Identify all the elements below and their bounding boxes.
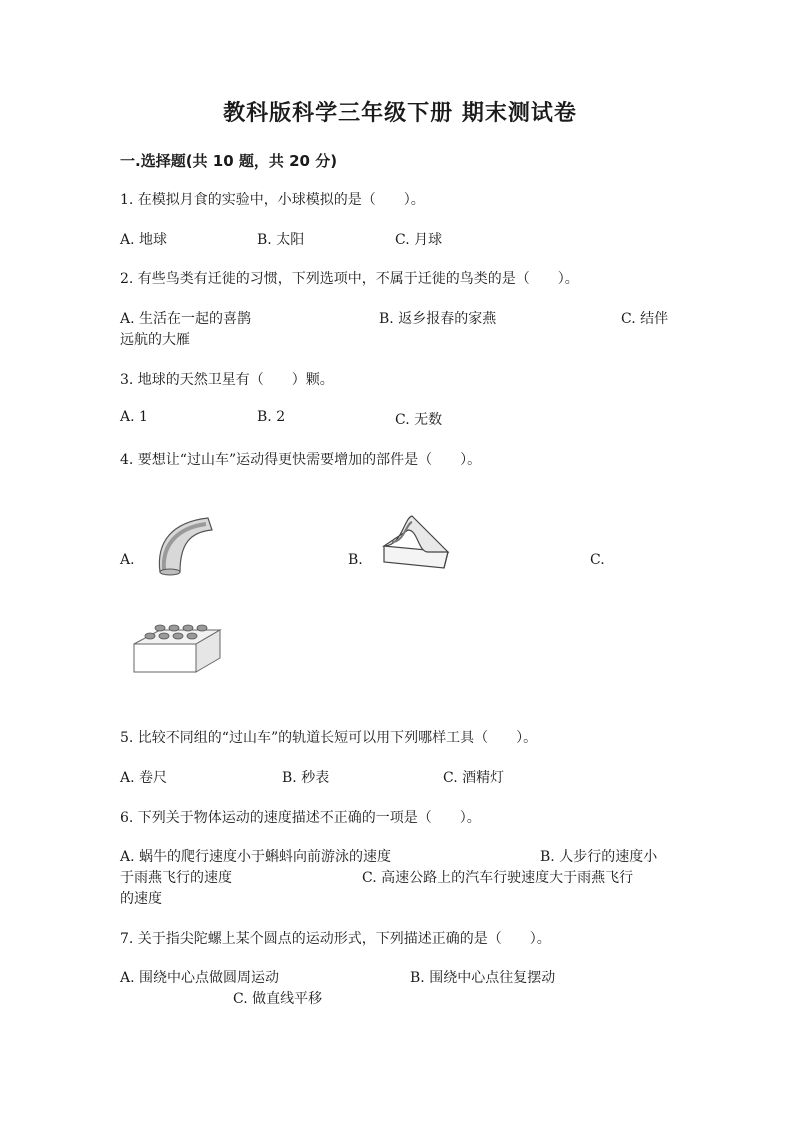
question-5-stem: 5. 比较不同组的“过山车”的轨道长短可以用下列哪样工具（ ）。 <box>120 730 538 746</box>
question-2-stem: 2. 有些鸟类有迁徙的习惯，下列选项中，不属于迁徙的鸟类的是（ ）。 <box>120 271 579 287</box>
question-1-option-a[interactable]: A. 地球 <box>120 232 168 248</box>
question-3-option-a[interactable]: A. 1 <box>120 409 148 425</box>
slope-track-image <box>378 512 452 570</box>
question-4-option-a[interactable]: A. <box>120 552 135 568</box>
question-6-stem: 6. 下列关于物体运动的速度描述不正确的一项是（ ）。 <box>120 810 481 826</box>
question-6-option-c[interactable]: C. 高速公路上的汽车行驶速度大于雨燕飞行 <box>362 870 634 886</box>
question-2-option-c[interactable]: C. 结伴 <box>621 311 669 327</box>
lego-brick-image <box>130 616 226 680</box>
question-6-option-b-continued: 于雨燕飞行的速度 <box>120 870 232 886</box>
question-5-option-b[interactable]: B. 秒表 <box>282 770 330 786</box>
question-6-option-c-continued: 的速度 <box>120 891 162 907</box>
question-6-option-b[interactable]: B. 人步行的速度小 <box>540 849 658 865</box>
question-5-option-c[interactable]: C. 酒精灯 <box>443 770 505 786</box>
question-7-option-b[interactable]: B. 围绕中心点往复摆动 <box>410 970 556 986</box>
question-3-option-b[interactable]: B. 2 <box>257 409 286 425</box>
question-4-option-c[interactable]: C. <box>590 552 605 568</box>
question-3-stem: 3. 地球的天然卫星有（ ）颗。 <box>120 372 334 388</box>
curved-track-image <box>150 512 216 576</box>
question-2-option-c-continued: 远航的大雁 <box>120 332 190 348</box>
section-heading: 一.选择题(共 10 题，共 20 分) <box>120 152 338 170</box>
question-1-stem: 1. 在模拟月食的实验中，小球模拟的是（ ）。 <box>120 192 425 208</box>
question-7-stem: 7. 关于指尖陀螺上某个圆点的运动形式，下列描述正确的是（ ）。 <box>120 931 551 947</box>
question-4-stem: 4. 要想让“过山车”运动得更快需要增加的部件是（ ）。 <box>120 452 482 468</box>
question-3-option-c[interactable]: C. 无数 <box>395 412 443 428</box>
question-7-option-a[interactable]: A. 围绕中心点做圆周运动 <box>120 970 280 986</box>
question-1-option-b[interactable]: B. 太阳 <box>257 232 305 248</box>
question-2-option-b[interactable]: B. 返乡报春的家燕 <box>379 311 497 327</box>
question-6-option-a[interactable]: A. 蜗牛的爬行速度小于蝌蚪向前游泳的速度 <box>120 849 392 865</box>
question-4-option-b[interactable]: B. <box>348 552 363 568</box>
question-5-option-a[interactable]: A. 卷尺 <box>120 770 168 786</box>
question-2-option-a[interactable]: A. 生活在一起的喜鹊 <box>120 311 252 327</box>
question-7-option-c[interactable]: C. 做直线平移 <box>233 991 323 1007</box>
question-1-option-c[interactable]: C. 月球 <box>395 232 443 248</box>
page-title: 教科版科学三年级下册 期末测试卷 <box>223 101 577 126</box>
